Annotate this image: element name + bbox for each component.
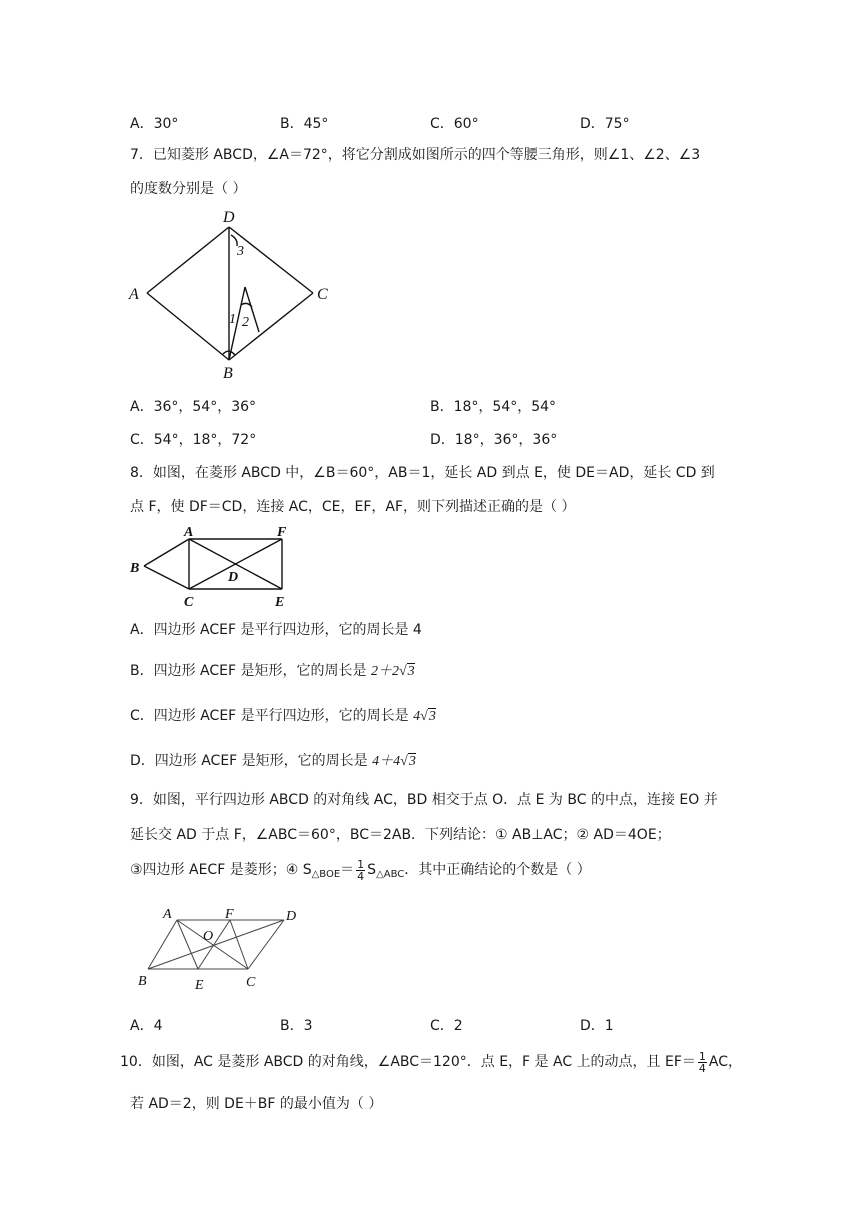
q9-stem-line3: ③四边形 AECF 是菱形；④ $S_{\triangle BOE}=$ $\frac{1}{4}$ $S_{\triangle ABC}$．其中正确结论的个数是（ ） xyxy=(130,857,591,883)
q9-label-e: E xyxy=(195,978,204,993)
q9-label-o: O xyxy=(203,929,214,944)
q10-stem-line2: 若 AD＝2，则 DE＋BF 的最小值为（ ） xyxy=(130,1096,383,1112)
q10-stem-line1: 10．如图，AC 是菱形 ABCD 的对角线，∠ABC＝120°．点 E，F 是 AC 上的动点，且 EF＝ $\frac{1}{4}$ AC， xyxy=(120,1049,743,1075)
q7-angle-2: 2 xyxy=(242,315,249,330)
q9-label-c: C xyxy=(246,975,256,990)
q8-stem-line1: 8．如图，在菱形 ABCD 中，∠B＝60°，AB＝1，延长 AD 到点 E，使 DE＝AD，延长 CD 到 xyxy=(130,465,715,481)
q7-angle-3: 3 xyxy=(237,244,244,259)
q7-label-b: B xyxy=(223,365,233,382)
q8-option-a: A．四边形 ACEF 是平行四边形，它的周长是 4 xyxy=(130,622,422,638)
q9-label-a: A xyxy=(163,907,172,922)
q7-label-c: C xyxy=(317,286,328,303)
q8-option-b-text: B．四边形 ACEF 是矩形，它的周长是 xyxy=(130,663,367,679)
q8-option-d-text: D．四边形 ACEF 是矩形，它的周长是 xyxy=(130,753,368,769)
q7-option-b: B．18°，54°，54° xyxy=(430,399,557,415)
q9-label-d: D xyxy=(286,909,297,924)
q9-stem-line1: 9．如图，平行四边形 ABCD 的对角线 AC，BD 相交于点 O．点 E 为 BC 的中点，连接 EO 并 xyxy=(130,792,718,808)
q9-label-b: B xyxy=(138,974,147,989)
q8-label-a: A xyxy=(184,525,194,540)
q8-label-e: E xyxy=(275,595,285,610)
q8-option-b xyxy=(130,660,415,680)
q9-option-b: B．3 xyxy=(280,1018,313,1034)
q7-figure-rhombus xyxy=(125,205,340,385)
q10-fraction: $\frac{1}{4}$ xyxy=(698,1049,706,1075)
q8-option-c-text: C．四边形 ACEF 是平行四边形，它的周长是 xyxy=(130,708,409,724)
q7-option-c: C．54°，18°，72° xyxy=(130,432,257,448)
q8-label-f: F xyxy=(277,525,287,540)
q7-stem-line1: 7．已知菱形 ABCD，∠A＝72°，将它分割成如图所示的四个等腰三角形，则∠1、∠2、∠3 xyxy=(130,147,701,163)
q9-fraction: $\frac{1}{4}$ xyxy=(357,857,365,883)
q8-figure-rhombus xyxy=(125,522,300,612)
q6-option-d: D．75° xyxy=(580,116,630,132)
q8-option-c xyxy=(130,705,436,725)
q7-angle-1: 1 xyxy=(229,312,236,327)
q9-stem-line2: 延长交 AD 于点 F，∠ABC＝60°，BC＝2AB．下列结论：① AB⊥AC；② AD＝4OE； xyxy=(130,827,671,843)
q8-label-d: D xyxy=(228,570,239,585)
q7-label-d: D xyxy=(223,209,235,226)
q8-label-c: C xyxy=(184,595,194,610)
q8-option-c-expr: 4√3 xyxy=(413,709,436,724)
q6-option-b: B．45° xyxy=(280,116,329,132)
q7-stem-line2: 的度数分别是（ ） xyxy=(130,181,247,197)
q8-label-b: B xyxy=(130,561,140,576)
q9-figure-parallelogram xyxy=(130,903,330,993)
q7-option-a: A．36°，54°，36° xyxy=(130,399,257,415)
q9-label-f: F xyxy=(225,907,234,922)
q8-stem-line2: 点 F，使 DF＝CD，连接 AC，CE，EF，AF，则下列描述正确的是（ ） xyxy=(130,499,576,515)
q7-option-d: D．18°，36°，36° xyxy=(430,432,558,448)
q8-option-d xyxy=(130,750,416,770)
q9-option-d: D．1 xyxy=(580,1018,614,1034)
q8-option-b-expr: 2＋2√3 xyxy=(370,664,415,679)
q6-option-c: C．60° xyxy=(430,116,479,132)
q9-option-c: C．2 xyxy=(430,1018,463,1034)
q6-option-a: A．30° xyxy=(130,116,179,132)
q9-option-a: A．4 xyxy=(130,1018,163,1034)
q7-label-a: A xyxy=(129,286,139,303)
q8-option-d-expr: 4＋4√3 xyxy=(372,754,416,769)
